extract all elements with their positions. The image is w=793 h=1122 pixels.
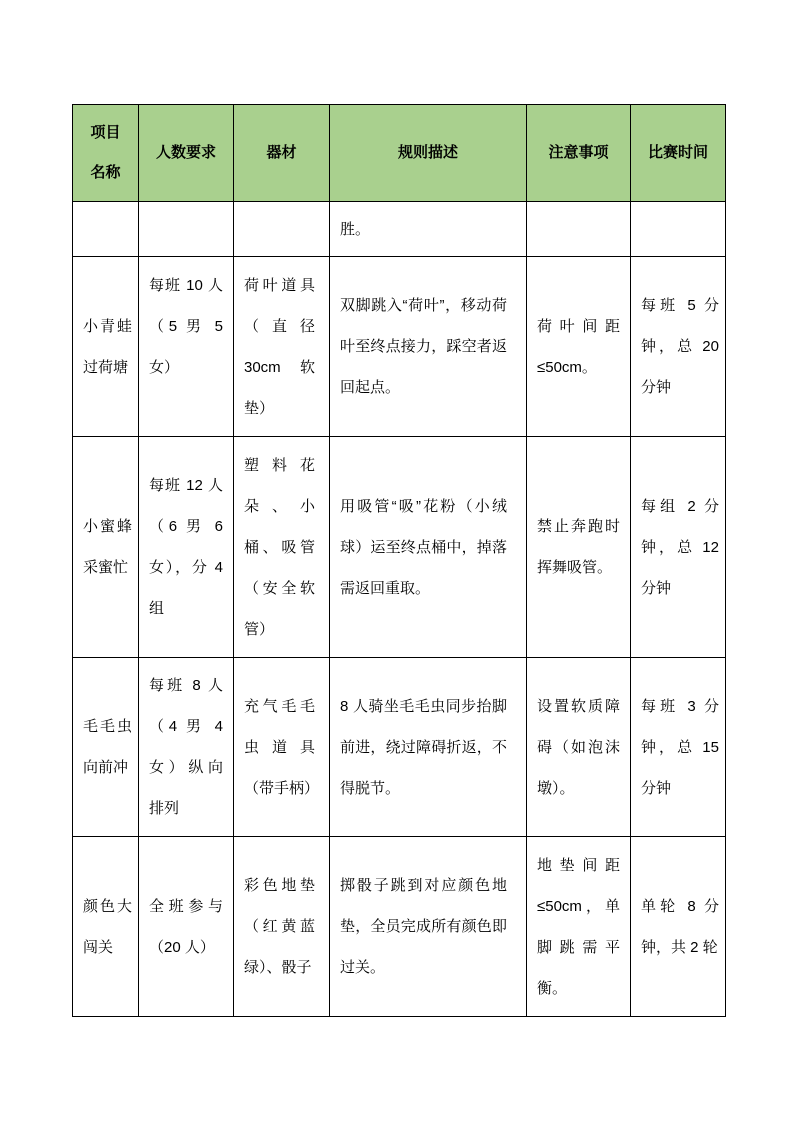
header-equipment: 器材 — [234, 105, 330, 202]
cell-rules: 8 人骑坐毛毛虫同步抬脚前进，绕过障碍折返，不得脱节。 — [330, 658, 527, 837]
cell-notes: 设置软质障碍（如泡沫墩）。 — [527, 658, 631, 837]
cell-rules: 用吸管“吸”花粉（小绒球）运至终点桶中，掉落需返回重取。 — [330, 437, 527, 658]
header-rules: 规则描述 — [330, 105, 527, 202]
cell-project-name: 小青蛙过荷塘 — [73, 257, 139, 437]
cell-notes: 地垫间距≤50cm，单脚跳需平衡。 — [527, 837, 631, 1017]
table-row — [73, 837, 726, 1017]
cell-equipment — [234, 202, 330, 257]
cell-people: 每班 8 人（4 男 4 女）纵向排列 — [139, 658, 234, 837]
cell-equipment: 充气毛毛虫道具（带手柄） — [234, 658, 330, 837]
cell-equipment: 彩色地垫（红黄蓝绿）、骰子 — [234, 837, 330, 1017]
table-row — [73, 437, 726, 658]
cell-notes — [527, 202, 631, 257]
cell-people: 每班 12 人（6 男 6 女），分 4 组 — [139, 437, 234, 658]
activity-table — [72, 104, 726, 1017]
cell-project-name — [73, 202, 139, 257]
cell-time — [631, 202, 726, 257]
cell-project-name: 颜色大闯关 — [73, 837, 139, 1017]
table-header-row — [73, 105, 726, 202]
cell-rules: 双脚跳入“荷叶”，移动荷叶至终点接力，踩空者返回起点。 — [330, 257, 527, 437]
cell-rules: 掷骰子跳到对应颜色地垫，全员完成所有颜色即过关。 — [330, 837, 527, 1017]
header-time: 比赛时间 — [631, 105, 726, 202]
cell-time: 单轮 8 分钟，共 2 轮 — [631, 837, 726, 1017]
cell-rules: 胜。 — [330, 202, 527, 257]
cell-notes: 禁止奔跑时挥舞吸管。 — [527, 437, 631, 658]
cell-equipment: 塑料花朵、小桶、吸管（安全软管） — [234, 437, 330, 658]
cell-notes: 荷叶间距≤50cm。 — [527, 257, 631, 437]
cell-people — [139, 202, 234, 257]
cell-people: 全班参与（20 人） — [139, 837, 234, 1017]
cell-time: 每班 5 分钟，总 20 分钟 — [631, 257, 726, 437]
cell-time: 每组 2 分钟，总 12 分钟 — [631, 437, 726, 658]
header-notes: 注意事项 — [527, 105, 631, 202]
cell-project-name: 毛毛虫向前冲 — [73, 658, 139, 837]
document-page — [72, 104, 726, 1017]
cell-people: 每班 10 人（5 男 5 女） — [139, 257, 234, 437]
cell-project-name: 小蜜蜂采蜜忙 — [73, 437, 139, 658]
table-row — [73, 202, 726, 257]
header-project-name: 项目名称 — [73, 105, 139, 202]
cell-equipment: 荷叶道具（直径 30cm 软垫） — [234, 257, 330, 437]
table-row — [73, 257, 726, 437]
cell-time: 每班 3 分钟，总 15 分钟 — [631, 658, 726, 837]
table-row — [73, 658, 726, 837]
header-people-requirement: 人数要求 — [139, 105, 234, 202]
